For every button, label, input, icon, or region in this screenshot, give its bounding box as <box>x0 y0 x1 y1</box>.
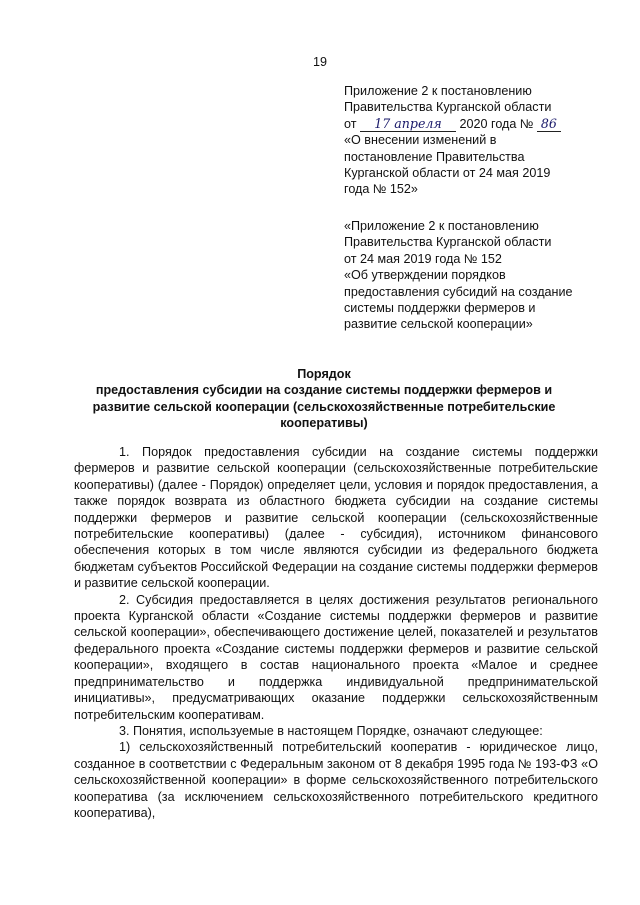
annex-line: «Об утверждении порядков <box>344 268 506 283</box>
annex-line: системы поддержки фермеров и <box>344 301 536 316</box>
title-heading: Порядок <box>297 367 351 381</box>
annex-line: предоставления субсидий на создание <box>344 284 573 299</box>
date-prefix: от <box>344 116 357 131</box>
annex-line: Правительства Курганской области <box>344 235 552 250</box>
paragraph: 1. Порядок предоставления субсидии на создание системы поддержки фермеров и развитие сельской кооперации (сельскохозяйственные потребительские кооперативы) (далее - Порядок) определяет цели, условия и порядок предоставления, а также порядок возврата из областного бюджета субсидии на создание системы поддержки фермеров и развитие сельской кооперации (сельскохозяйственные потребительские кооперативы) (далее - субсидия), источником финансового обеспечения которых в том числе являются субсидии из федерального бюджета бюджетам субъектов Российской Федерации на создание системы поддержки фермеров и развитие сельской кооперации. <box>74 445 598 591</box>
date-suffix: 2020 года № <box>459 116 534 131</box>
annex-line: Приложение 2 к постановлению <box>344 84 532 98</box>
paragraph: 3. Понятия, используемые в настоящем Порядке, означают следующее: <box>119 723 543 738</box>
title-subtitle: предоставления субсидии на создание системы поддержки фермеров и развитие сельской кооперации (сельскохозяйственные потребительские кооперативы) <box>92 383 556 431</box>
annex-line: развитие сельской кооперации» <box>344 317 533 332</box>
annex-line: «О внесении изменений в <box>344 133 497 148</box>
annex-line: постановление Правительства <box>344 149 525 164</box>
annex-header-original <box>344 218 614 333</box>
annex-line: от 24 мая 2019 года № 152 <box>344 251 502 266</box>
paragraph: 1) сельскохозяйственный потребительский кооператив - юридическое лицо, созданное в соответствии с Федеральным законом от 8 декабря 1995 года № 193-ФЗ «О сельскохозяйственной кооперации» в форме сельскохозяйственного потребительского кооператива (за исключением сельскохозяйственного потребительского кредитного кооператива), <box>74 740 598 820</box>
handwritten-number: 86 <box>537 117 561 132</box>
annex-line: Правительства Курганской области <box>344 100 552 115</box>
page-number: 19 <box>312 55 327 69</box>
annex-line: «Приложение 2 к постановлению <box>344 219 539 233</box>
document-body <box>74 444 598 821</box>
paragraph: 2. Субсидия предоставляется в целях достижения результатов регионального проекта Курганской области «Создание системы поддержки фермеров и развитие сельской кооперации», обеспечивающего достижение целей, показателей и результатов федерального проекта «Создание системы поддержки фермеров и развитие сельской кооперации», входящего в состав национального проекта «Малое и среднее предпринимательство и поддержка индивидуальной предпринимательской инициативы», предусматривающих оказание поддержки сельскохозяйственным потребительским кооперативам. <box>74 592 598 722</box>
annex-date-line <box>344 116 614 132</box>
annex-header-amendment <box>344 83 614 198</box>
handwritten-date: 17 апреля <box>360 117 456 132</box>
document-title <box>70 366 578 432</box>
annex-line: Курганской области от 24 мая 2019 <box>344 166 551 181</box>
annex-line: года № 152» <box>344 182 418 197</box>
